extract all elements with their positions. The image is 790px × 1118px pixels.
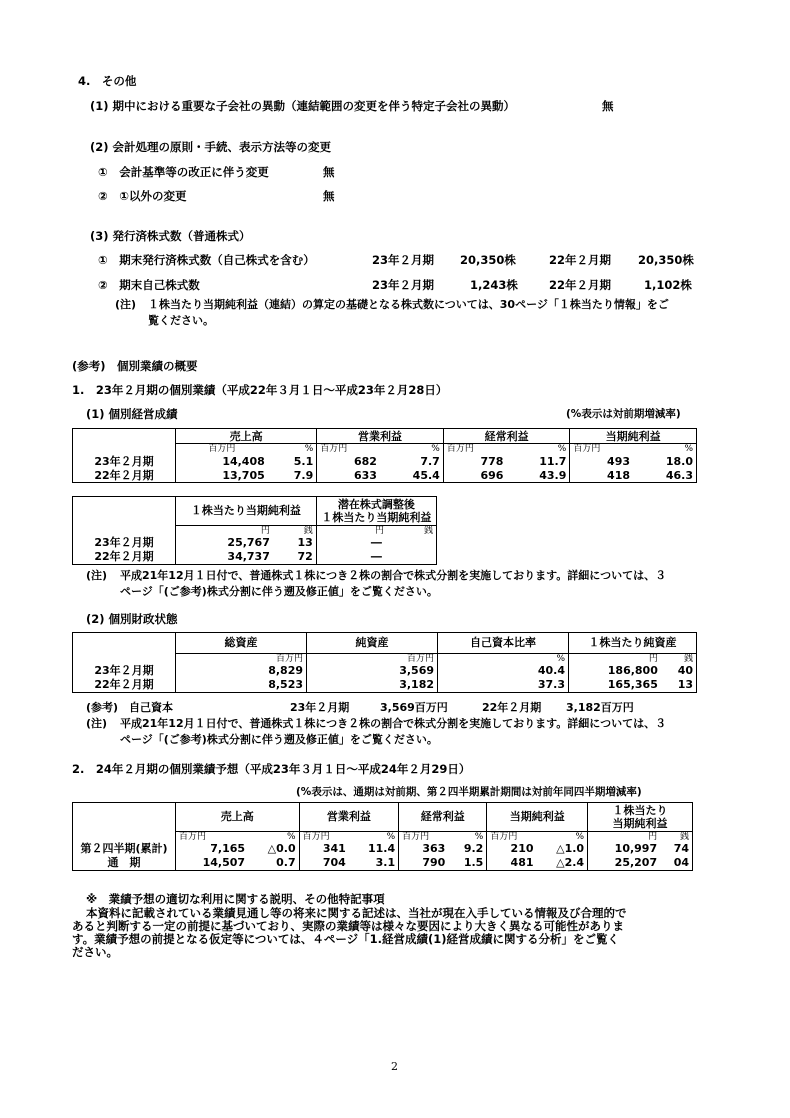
unit-million: 百万円: [487, 831, 537, 842]
unit-yen: 円: [569, 653, 661, 664]
table-row: 22年２月期 34,737 72 ―: [73, 550, 437, 565]
split-note-line1: 平成21年12月１日付で、普通株式１株につき２株の割合で株式分割を実施しております。詳細については、３: [120, 717, 667, 730]
item2b-text: ② ①以外の変更: [98, 189, 187, 203]
fin-header-bps: １株当たり純資産: [569, 633, 697, 654]
unit-million: 百万円: [317, 444, 380, 455]
table-row: 23年２月期 8,829 3,569 40.4 186,800 40: [73, 664, 697, 678]
item2-text: (2) 会計処理の原則・手続、表示方法等の変更: [90, 140, 332, 154]
item2a-value: 無: [323, 165, 335, 179]
op-header-operating: 営業利益: [317, 429, 444, 444]
split-note-label: (注): [86, 717, 108, 730]
eps-table: [72, 496, 437, 565]
unit-yen: 円: [176, 525, 273, 536]
item2a-text: ① 会計基準等の改正に伴う変更: [98, 165, 269, 179]
fc-note: (%表示は、通期は対前期、第２四半期累計期間は対前年同四半期増減率): [296, 786, 642, 798]
item3-text: (3) 発行済株式数（普通株式）: [90, 229, 251, 243]
item3b-text: ② 期末自己株式数: [98, 278, 200, 292]
equity-cur-label: 23年２月期: [290, 701, 350, 714]
item3a-cur: 20,350株: [460, 253, 516, 267]
fc-header-eps: １株当たり 当期純利益: [588, 803, 693, 832]
item3a-cur-label: 23年２月期: [372, 253, 435, 267]
unit-million: 百万円: [176, 444, 268, 455]
diluted-eps-header: 潜在株式調整後 １株当たり当期純利益: [316, 497, 436, 526]
item2b-value: 無: [323, 189, 335, 203]
op-header-sales: 売上高: [176, 429, 317, 444]
unit-percent: %: [248, 831, 299, 842]
split-note-line1: 平成21年12月１日付で、普通株式１株につき２株の割合で株式分割を実施しております。詳細については、３: [120, 569, 667, 582]
note-line1: １株当たり当期純利益（連結）の算定の基礎となる株式数については、30ページ「１株当たり情報」をご: [148, 298, 669, 311]
table-row: 第２四半期(累計) 7,165 △0.0 341 11.4 363 9.2 210 △1.0 10,997 74: [73, 842, 693, 856]
unit-percent: %: [380, 444, 443, 455]
op-title: (1) 個別経営成績: [86, 407, 178, 421]
table-row: 23年２月期 14,408 5.1 682 7.7 778 11.7 493 18.0: [73, 454, 697, 468]
item3b-cur: 1,243株: [470, 278, 518, 292]
equity-prev-label: 22年２月期: [482, 701, 542, 714]
unit-million: 百万円: [570, 444, 633, 455]
unit-million: 百万円: [176, 653, 307, 664]
item3b-prev-label: 22年２月期: [549, 278, 612, 292]
unit-percent: %: [448, 831, 487, 842]
op-note: (%表示は対前期増減率): [566, 408, 681, 420]
unit-million: 百万円: [176, 831, 249, 842]
fin-header-assets: 総資産: [176, 633, 307, 654]
op-header-net: 当期純利益: [570, 429, 697, 444]
fc-header-operating: 営業利益: [299, 803, 399, 832]
item3a-prev: 20,350株: [638, 253, 694, 267]
unit-percent: %: [537, 831, 588, 842]
split-note-label: (注): [86, 569, 108, 582]
item1-value: 無: [602, 99, 614, 113]
fc-header-sales: 売上高: [176, 803, 300, 832]
item3a-text: ① 期末発行済株式数（自己株式を含む）: [98, 253, 315, 267]
table-row: 23年２月期 25,767 13 ―: [73, 536, 437, 550]
op-corner: [73, 429, 176, 444]
unit-yen-sen: 円 銭: [316, 525, 436, 536]
unit-percent: %: [438, 653, 569, 664]
fc-header-net: 当期純利益: [487, 803, 588, 832]
table-row: 通 期 14,507 0.7 704 3.1 790 1.5 481 △2.4 25,207 04: [73, 856, 693, 871]
financial-position-table: [72, 632, 697, 693]
item3b-cur-label: 23年２月期: [372, 278, 435, 292]
remark-title: ※ 業績予想の適切な利用に関する説明、その他特記事項: [86, 892, 385, 906]
fin-header-ratio: 自己資本比率: [438, 633, 569, 654]
equity-cur: 3,569百万円: [380, 701, 448, 714]
unit-yen: 円: [588, 831, 661, 842]
note-label: (注): [115, 298, 137, 311]
fin-title: (2) 個別財政状態: [86, 612, 178, 626]
ref-sub2: 2. 24年２月期の個別業績予想（平成23年３月１日～平成24年２月29日）: [72, 762, 471, 776]
note-line2: 覧ください。: [148, 314, 214, 327]
eps-header: １株当たり当期純利益: [176, 497, 317, 526]
operating-results-table: [72, 428, 697, 483]
remark-body: 本資料に記載されている業績見通し等の将来に関する記述は、当社が現在入手している情報及び合理的で あると判断する一定の前提に基づいており、実際の業績等は様々な要因により大きく異なる可能性がありま す。業績予想の前提となる仮定等については、４ページ「1.経営成績(1)経営成績に関する分析」をご覧く ださい。: [72, 906, 627, 959]
op-header-ordinary: 経常利益: [443, 429, 570, 444]
unit-million: 百万円: [299, 831, 349, 842]
split-note-line2: ページ「(ご参考)株式分割に伴う遡及修正値」をご覧ください。: [120, 733, 438, 746]
unit-million: 百万円: [443, 444, 506, 455]
table-row: 22年２月期 8,523 3,182 37.3 165,365 13: [73, 678, 697, 693]
item3b-prev: 1,102株: [644, 278, 692, 292]
forecast-table: [72, 802, 693, 871]
section-title: 4. その他: [78, 74, 137, 88]
ref-title: (参考) 個別業績の概要: [72, 359, 198, 373]
equity-label: (参考) 自己資本: [86, 701, 174, 714]
fin-header-netassets: 純資産: [307, 633, 438, 654]
unit-sen: 銭: [661, 653, 697, 664]
unit-percent: %: [633, 444, 696, 455]
fc-header-ordinary: 経常利益: [399, 803, 487, 832]
unit-percent: %: [268, 444, 317, 455]
ref-sub1: 1. 23年２月期の個別業績（平成22年３月１日～平成23年２月28日）: [72, 383, 448, 397]
item1-text: (1) 期中における重要な子会社の異動（連結範囲の変更を伴う特定子会社の異動）: [90, 99, 516, 113]
unit-sen: 銭: [660, 831, 692, 842]
item3a-prev-label: 22年２月期: [549, 253, 612, 267]
split-note-line2: ページ「(ご参考)株式分割に伴う遡及修正値」をご覧ください。: [120, 585, 438, 598]
equity-prev: 3,182百万円: [566, 701, 634, 714]
unit-percent: %: [349, 831, 399, 842]
table-row: 22年２月期 13,705 7.9 633 45.4 696 43.9 418 46.3: [73, 468, 697, 483]
unit-million: 百万円: [307, 653, 438, 664]
page-number: 2: [391, 1060, 398, 1073]
unit-million: 百万円: [399, 831, 449, 842]
unit-percent: %: [506, 444, 569, 455]
unit-sen: 銭: [273, 525, 316, 536]
